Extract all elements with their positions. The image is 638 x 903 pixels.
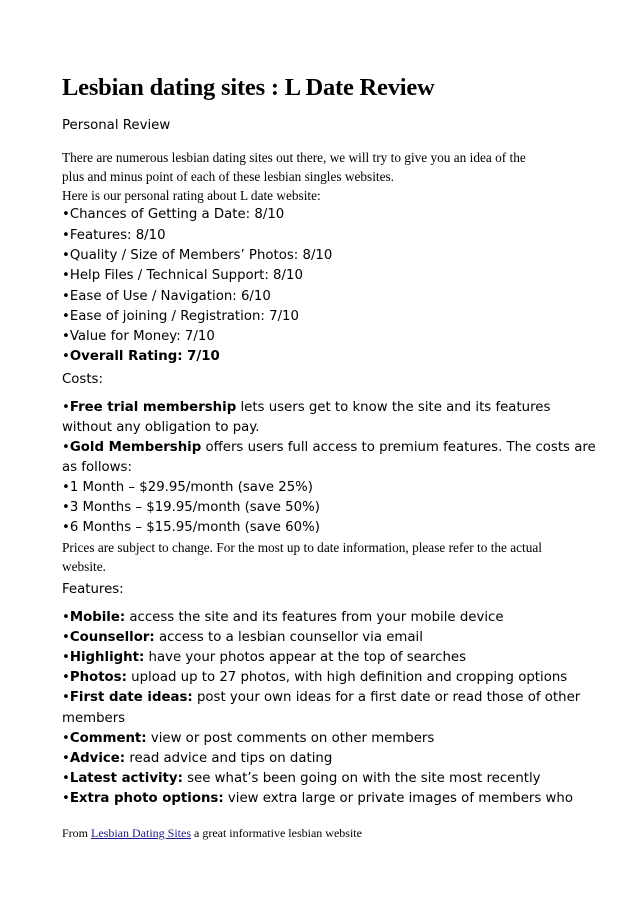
plan-item: •6 Months – $15.95/month (save 60%) <box>62 520 320 535</box>
feature-item <box>62 610 504 625</box>
price-note: website. <box>62 559 106 574</box>
gold-membership-label: Gold Membership <box>69 440 202 455</box>
costs-heading: Costs: <box>62 372 103 387</box>
feature-item <box>62 630 423 645</box>
feature-label: Photos: <box>69 670 127 685</box>
rating-item: •Value for Money: 7/10 <box>62 329 215 344</box>
feature-label: Advice: <box>69 751 126 766</box>
bullet: • <box>62 751 70 766</box>
feature-label: Mobile: <box>69 610 126 625</box>
bullet: • <box>62 771 70 786</box>
price-note: Prices are subject to change. For the most up to date information, please refer to the actual <box>62 540 542 555</box>
rating-item: •Quality / Size of Members’ Photos: 8/10 <box>62 248 333 263</box>
page-title: Lesbian dating sites : L Date Review <box>62 74 435 101</box>
feature-text: access the site and its features from your mobile device <box>125 610 504 625</box>
bullet: • <box>62 731 70 746</box>
rating-item: •Chances of Getting a Date: 8/10 <box>62 207 285 222</box>
bullet: • <box>62 400 70 415</box>
free-trial-text: lets users get to know the site and its features <box>236 400 551 415</box>
footer-link[interactable]: Lesbian Dating Sites <box>91 826 191 840</box>
feature-text: see what’s been going on with the site most recently <box>182 771 541 786</box>
footer-prefix: From <box>62 826 92 840</box>
bullet: • <box>62 610 70 625</box>
feature-item <box>62 731 434 746</box>
features-heading: Features: <box>62 582 124 597</box>
intro-line: There are numerous lesbian dating sites out there, we will try to give you an idea of the <box>62 150 526 165</box>
bullet: • <box>62 791 70 806</box>
feature-wrap: members <box>62 711 126 726</box>
bullet: • <box>62 630 70 645</box>
feature-label: Latest activity: <box>69 771 183 786</box>
gold-membership-text: offers users full access to premium features. The costs are <box>201 440 596 455</box>
footer-suffix: a great informative lesbian website <box>191 826 362 840</box>
gold-membership-line <box>62 440 596 455</box>
feature-item <box>62 650 466 665</box>
feature-text: view or post comments on other members <box>146 731 435 746</box>
feature-text: view extra large or private images of members who <box>223 791 573 806</box>
feature-text: post your own ideas for a first date or read those of other <box>192 690 581 705</box>
bullet: • <box>62 650 70 665</box>
rating-item: •Help Files / Technical Support: 8/10 <box>62 268 303 283</box>
free-trial-text: without any obligation to pay. <box>62 420 260 435</box>
feature-text: read advice and tips on dating <box>125 751 333 766</box>
plan-item: •3 Months – $19.95/month (save 50%) <box>62 500 320 515</box>
feature-item <box>62 751 332 766</box>
feature-label: Counsellor: <box>69 630 155 645</box>
plan-item: •1 Month – $29.95/month (save 25%) <box>62 480 313 495</box>
rating-item: •Ease of Use / Navigation: 6/10 <box>62 289 271 304</box>
feature-label: Highlight: <box>69 650 145 665</box>
feature-item <box>62 670 567 685</box>
bullet: • <box>62 670 70 685</box>
feature-text: access to a lesbian counsellor via email <box>154 630 423 645</box>
bullet: • <box>62 349 70 364</box>
intro-line: Here is our personal rating about L date website: <box>62 188 321 203</box>
bullet: • <box>62 690 70 705</box>
feature-item <box>62 791 573 806</box>
feature-text: upload up to 27 photos, with high definition and cropping options <box>126 670 568 685</box>
overall-rating-label: Overall Rating: 7/10 <box>69 349 220 364</box>
free-trial-label: Free trial membership <box>69 400 237 415</box>
bullet: • <box>62 440 70 455</box>
overall-rating <box>62 349 220 364</box>
rating-item: •Features: 8/10 <box>62 228 166 243</box>
free-trial-line <box>62 400 550 415</box>
intro-line: plus and minus point of each of these lesbian singles websites. <box>62 169 394 184</box>
page-footer <box>62 826 362 841</box>
rating-item: •Ease of joining / Registration: 7/10 <box>62 309 299 324</box>
feature-label: First date ideas: <box>69 690 193 705</box>
feature-item <box>62 771 541 786</box>
feature-text: have your photos appear at the top of searches <box>144 650 467 665</box>
gold-membership-text: as follows: <box>62 460 132 475</box>
subtitle: Personal Review <box>62 118 171 133</box>
feature-label: Extra photo options: <box>69 791 224 806</box>
feature-label: Comment: <box>69 731 147 746</box>
feature-item <box>62 690 580 705</box>
